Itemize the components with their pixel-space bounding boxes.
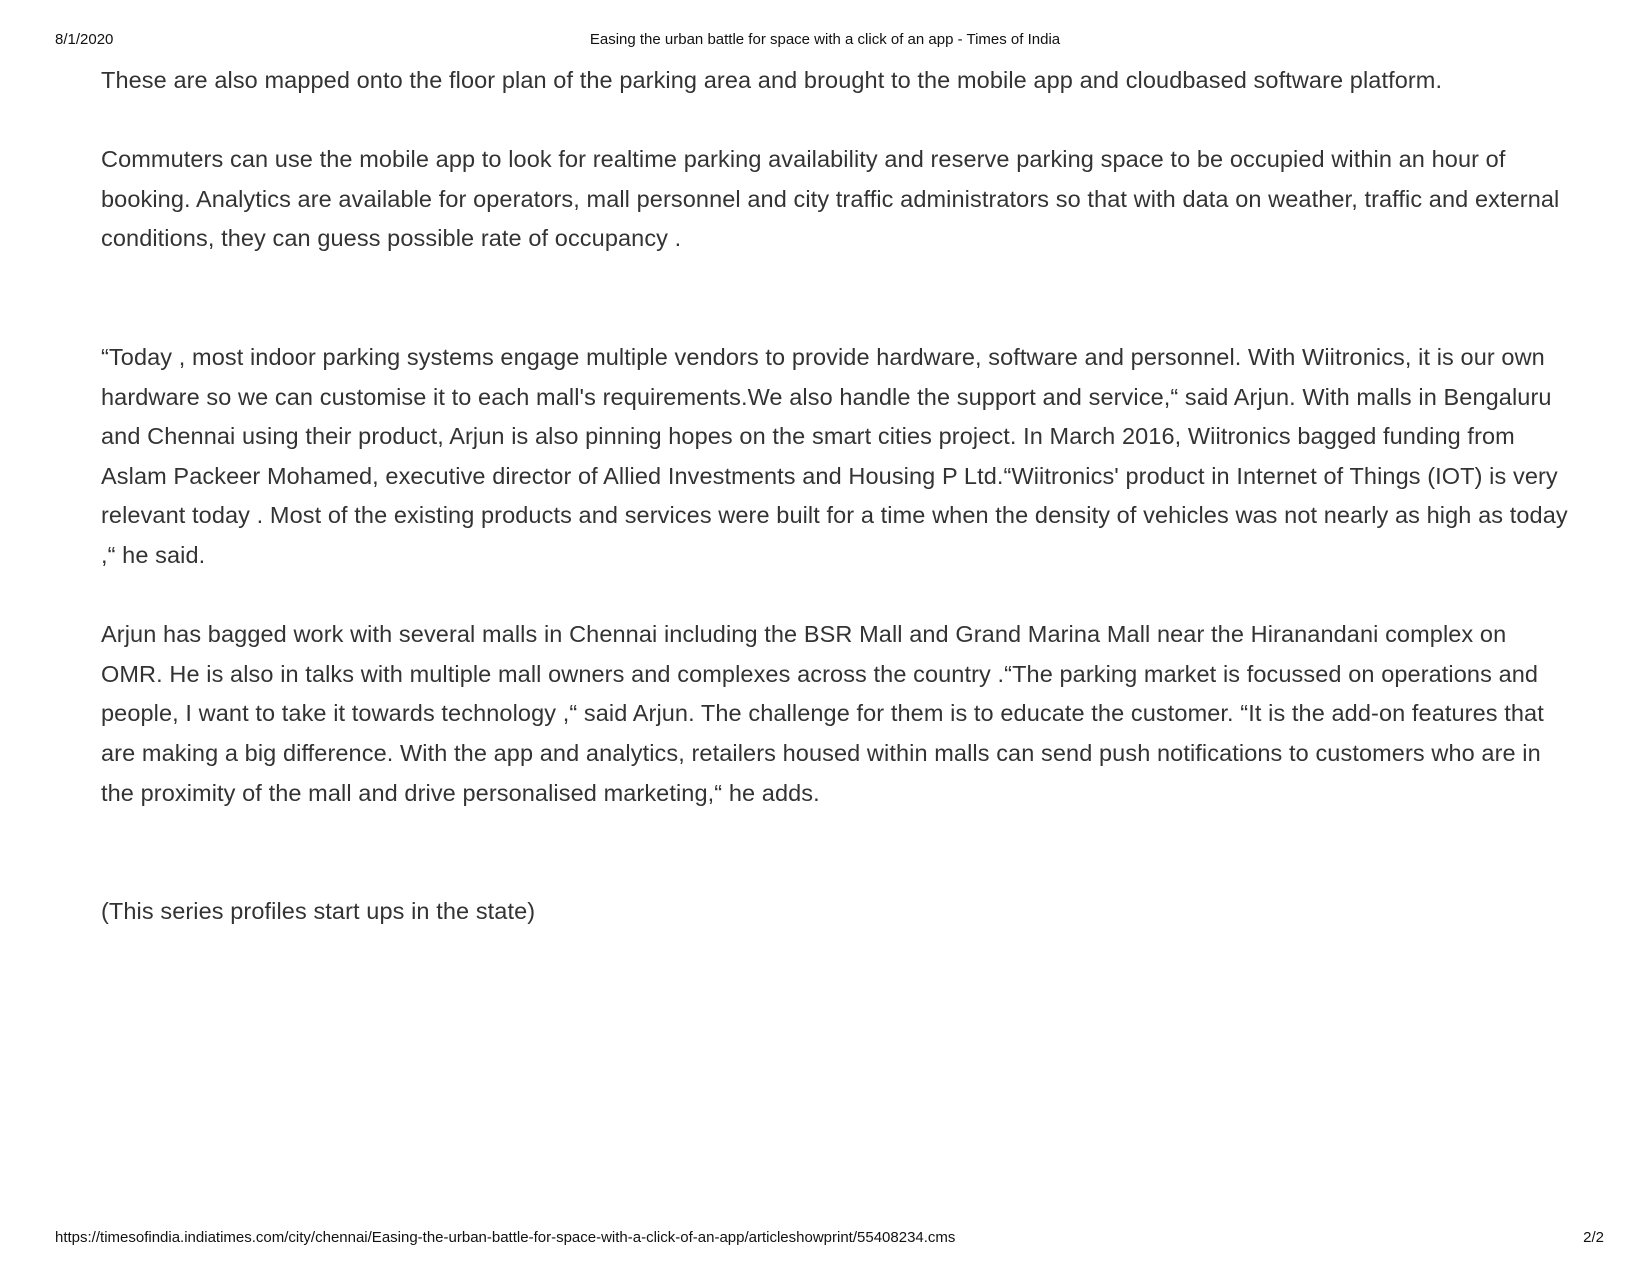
- print-date: 8/1/2020: [55, 31, 114, 48]
- page-number: 2/2: [1583, 1229, 1604, 1246]
- article-paragraph: Commuters can use the mobile app to look for realtime parking availability and reserve parking space to be occupied within an hour of booking. Analytics are available for operators, mall personnel and city traffic administrators so that with data on weather, traffic and external conditions, they can guess possible rate of occupancy .: [101, 146, 1560, 252]
- article-paragraph: Arjun has bagged work with several malls in Chennai including the BSR Mall and Grand Marina Mall near the Hiranandani complex on OMR. He is also in talks with multiple mall owners and complexes across the country .“The parking market is focussed on operations and people, I want to take it towards technology ,“ said Arjun. The challenge for them is to educate the customer. “It is the add-on features that are making a big difference. With the app and analytics, retailers housed within malls can send push notifications to customers who are in the proximity of the mall and drive personalised marketing,“ he adds.: [101, 621, 1544, 806]
- article-paragraph: “Today , most indoor parking systems engage multiple vendors to provide hardware, software and personnel. With Wiitronics, it is our own hardware so we can customise it to each mall's requirements.We also handle the support and service,“ said Arjun. With malls in Bengaluru and Chennai using their product, Arjun is also pinning hopes on the smart cities project. In March 2016, Wiitronics bagged funding from Aslam Packeer Mohamed, executive director of Allied Investments and Housing P Ltd.“Wiitronics' product in Internet of Things (IOT) is very relevant today . Most of the existing products and services were built for a time when the density of vehicles was not nearly as high as today ,“ he said.: [101, 343, 1568, 568]
- article-paragraph: These are also mapped onto the floor plan of the parking area and brought to the mobile app and cloudbased software platform.: [101, 67, 1443, 93]
- print-title: Easing the urban battle for space with a click of an app - Times of India: [589, 31, 1061, 48]
- print-footer: [0, 1229, 1650, 1251]
- print-header: [0, 31, 1650, 53]
- print-url: https://timesofindia.indiatimes.com/city/chennai/Easing-the-urban-battle-for-space-with-a-click-of-an-app/articleshowprint/55408234.cms: [55, 1229, 956, 1246]
- article-body: [101, 61, 1571, 932]
- article-paragraph: (This series profiles start ups in the state): [101, 898, 536, 925]
